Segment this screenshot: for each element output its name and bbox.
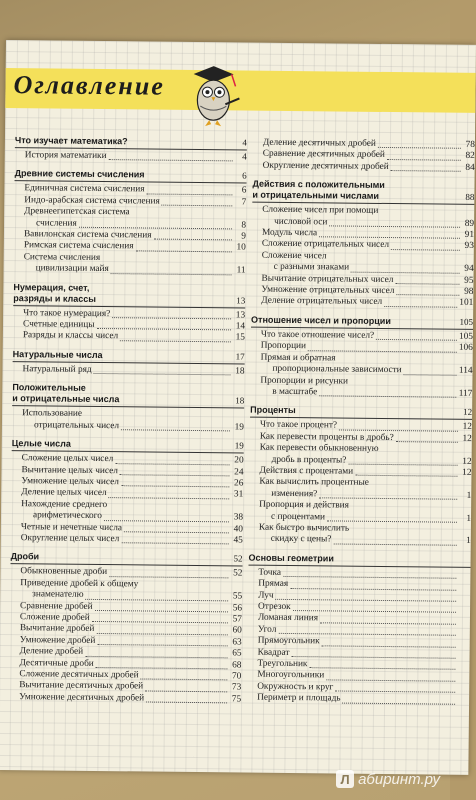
section-heading[interactable]	[251, 314, 473, 329]
toc-entry-page: 93	[464, 241, 474, 252]
dot-leader	[97, 644, 227, 646]
toc-section	[13, 282, 246, 345]
section-heading-line: Положительные	[12, 382, 86, 394]
watermark-text: абиринт.ру	[358, 770, 440, 788]
toc-entry-text: Разряды и классы чисел	[22, 330, 119, 342]
toc-entry-text: Единичная система счисления	[24, 183, 145, 195]
dot-leader	[121, 486, 230, 488]
toc-entry-text: Модуль числа	[261, 227, 318, 239]
toc-entry-text: скидку с цены?	[270, 534, 332, 545]
toc-entry-text: Вычитание десятичных дробей	[19, 680, 144, 692]
section-page-number: 18	[235, 395, 245, 406]
dot-leader	[96, 328, 231, 330]
toc-left-column	[9, 135, 247, 713]
toc-entry-text: Что такое нумерация?	[23, 307, 111, 319]
toc-section	[9, 551, 243, 705]
section-heading-text: Дроби	[10, 551, 40, 562]
toc-entry-text: Умножение дробей	[19, 634, 96, 646]
toc-entry-line: Пропорции и рисунки	[260, 375, 349, 387]
toc-entry-text: Квадрат	[257, 647, 290, 658]
toc-section	[15, 135, 247, 164]
dot-leader	[109, 576, 228, 578]
section-page-number: 19	[234, 440, 244, 451]
toc-entry-page: 56	[232, 602, 243, 614]
section-heading[interactable]	[12, 438, 244, 453]
toc-entry-page: 4	[242, 152, 247, 163]
section-heading[interactable]	[13, 282, 245, 308]
toc-entry[interactable]	[14, 263, 246, 277]
section-heading[interactable]	[249, 552, 471, 567]
toc-entry[interactable]	[247, 693, 469, 707]
toc-entry-page: 73	[231, 682, 242, 693]
toc-entry-page: 65	[232, 648, 242, 659]
toc-entry-page: 12	[462, 433, 472, 444]
toc-entry-text: Ломаная линия	[257, 613, 319, 624]
section-heading-text: Основы геометрии	[248, 552, 334, 564]
toc-entry-page: 117	[458, 388, 473, 399]
dot-leader	[146, 702, 227, 704]
toc-entry-text: Действия с процентами	[259, 465, 354, 477]
toc-entry-line: Древнеегипетская система	[24, 206, 130, 218]
toc-entry-page: 89	[464, 218, 475, 229]
section-heading-text: Натуральные числа	[12, 348, 103, 360]
toc-entry-page: 8	[241, 220, 247, 231]
toc-entry-page: 10	[236, 242, 246, 253]
dot-leader	[343, 702, 456, 704]
toc-entry-page: 38	[233, 512, 244, 523]
toc-entry[interactable]	[15, 150, 247, 164]
toc-entry-text: Сложение десятичных дробей	[19, 669, 139, 681]
dot-leader	[104, 520, 229, 522]
section-heading[interactable]	[13, 349, 245, 364]
toc-section	[12, 349, 244, 378]
toc-entry-text: Округление десятичных дробей	[262, 160, 389, 172]
toc-section	[12, 382, 244, 433]
section-heading-text: Что изучает математика?	[14, 135, 128, 147]
section-heading-line: разряды и классы	[13, 292, 97, 304]
toc-entry-page: 9	[241, 231, 247, 242]
dot-leader	[378, 147, 461, 149]
dot-leader	[395, 283, 459, 285]
dot-leader	[335, 691, 455, 693]
dot-leader	[120, 474, 230, 476]
dot-leader	[109, 497, 230, 499]
toc-section	[14, 169, 247, 278]
toc-entry[interactable]	[13, 331, 245, 345]
toc-entry-page: 52	[233, 568, 243, 579]
toc-entry-line: Приведение дробей к общему	[20, 577, 139, 590]
toc-entry-text: Сложение целых чисел	[21, 453, 114, 465]
toc-entry-text: Сложение отрицательных чисел	[261, 239, 390, 251]
section-page-number: 17	[235, 351, 245, 362]
toc-entry-text: Точка	[258, 567, 282, 578]
toc-entry-line: Прямая и обратная	[260, 352, 336, 364]
toc-section	[250, 314, 473, 400]
dot-leader	[92, 621, 228, 623]
dot-leader	[109, 159, 233, 161]
section-heading-line: и отрицательные числа	[12, 393, 120, 405]
dot-leader	[391, 249, 460, 251]
dot-leader	[115, 463, 229, 465]
toc-entry-text: Сравнение десятичных дробей	[262, 149, 385, 161]
toc-entry-text: Умножение отрицательных чисел	[261, 284, 395, 297]
toc-entry-page: 14	[235, 321, 246, 332]
toc-entry-page: 26	[234, 478, 244, 489]
toc-entry-page: 91	[464, 229, 475, 240]
toc-entry-page: 55	[232, 591, 243, 602]
toc-entry-text: Обыкновенные дроби	[20, 566, 108, 578]
toc-entry-page: 95	[464, 275, 474, 286]
dot-leader	[327, 520, 457, 522]
toc-entry-text: Умножение десятичных дробей	[19, 691, 145, 704]
toc-entry[interactable]	[253, 160, 475, 174]
toc-entry-page: 105	[458, 331, 473, 342]
section-heading[interactable]	[15, 169, 247, 184]
dot-leader	[355, 475, 457, 477]
toc-entry-text: Вычитание целых чисел	[21, 464, 118, 476]
toc-entry-page: 19	[234, 422, 245, 433]
dot-leader	[309, 668, 455, 671]
toc-entry-text: Деление десятичных дробей	[262, 137, 376, 149]
section-page-number: 52	[233, 553, 243, 564]
dot-leader	[96, 633, 227, 635]
dot-leader	[85, 655, 228, 657]
dot-leader	[351, 271, 460, 273]
toc-entry-page: 114	[458, 365, 473, 376]
toc-entry-text: Округление целых чисел	[20, 533, 120, 545]
dot-leader	[147, 193, 233, 195]
toc-entry-page: 45	[233, 535, 243, 546]
toc-entry-page: 75	[231, 694, 242, 705]
toc-entry-text: Пропорции	[260, 340, 307, 352]
section-heading-line: и отрицательными числами	[252, 189, 379, 202]
section-heading-text: Целые числа	[11, 438, 71, 449]
section-heading-line: Нумерация, счет,	[13, 281, 90, 293]
toc-entry-text: Вычитание дробей	[19, 623, 95, 635]
dot-leader	[319, 396, 456, 398]
dot-leader	[329, 225, 460, 227]
dot-leader	[124, 531, 229, 533]
toc-entry-page: 94	[464, 264, 474, 275]
toc-entry-text: Угол	[257, 624, 277, 635]
toc-entry-text: знаменателю	[32, 589, 84, 600]
toc-entry-page: 82	[465, 151, 475, 162]
toc-entry[interactable]	[11, 533, 243, 547]
toc-entry-page: 13	[235, 310, 246, 321]
dot-leader	[145, 690, 227, 692]
toc-entry-page: 57	[232, 614, 242, 625]
toc-entry-text: Римская система счисления	[23, 240, 134, 252]
toc-section	[11, 438, 244, 547]
site-watermark	[336, 770, 440, 788]
toc-entry-page: 1	[466, 490, 472, 501]
toc-section	[251, 179, 474, 310]
toc-entry-line: Как перевести обыкновенную	[259, 442, 379, 455]
dot-leader	[120, 340, 231, 342]
toc-entry-line: Система счисления	[23, 252, 101, 263]
toc-entry-text: числовой оси	[274, 216, 328, 228]
toc-entry-text: Сложение дробей	[19, 612, 90, 623]
dot-leader	[326, 679, 455, 681]
section-heading[interactable]	[12, 382, 244, 408]
toc-entry-text: Натуральный ряд	[22, 364, 92, 375]
toc-entry-text: Что такое процент?	[259, 419, 338, 431]
dot-leader	[95, 610, 228, 612]
toc-entry[interactable]	[12, 420, 244, 434]
toc-entry-line: Пропорция и действия	[259, 499, 349, 511]
section-heading-text: Отношение чисел и пропорции	[251, 314, 391, 326]
toc-entry-text: Вычитание отрицательных чисел	[261, 273, 394, 285]
toc-entry-page: 84	[465, 162, 475, 173]
dot-leader	[154, 239, 232, 241]
toc-entry-text: Многоугольники	[257, 670, 325, 681]
toc-entry-text: Четные и нечетные числа	[20, 521, 123, 533]
toc-entry-text: История математики	[24, 150, 107, 162]
toc-right-column	[247, 138, 475, 714]
toc-entry-page: 98	[464, 286, 474, 297]
section-page-number: 105	[459, 316, 474, 327]
section-heading-text	[252, 179, 385, 202]
dot-leader	[396, 295, 459, 297]
toc-entry-page: 12	[462, 467, 472, 478]
toc-entry[interactable]	[9, 692, 241, 706]
section-page-number: 6	[242, 170, 247, 181]
toc-entry-page: 6	[241, 185, 247, 196]
toc-entry-text: с процентами	[270, 511, 326, 522]
toc-entry[interactable]	[12, 364, 244, 378]
toc-entry-text: арифметического	[32, 510, 102, 522]
toc-section	[249, 405, 472, 548]
toc-entry-text: Вавилонская система счисления	[23, 229, 152, 241]
dot-leader	[319, 237, 460, 239]
toc-entry-text: Деление целых чисел	[21, 487, 107, 499]
toc-entry-page: 12	[462, 456, 472, 467]
toc-entry-text: Счетные единицы	[22, 319, 95, 331]
toc-entry-text: изменения?	[271, 488, 318, 500]
dot-leader	[96, 667, 228, 669]
toc-entry-page: 1	[466, 513, 472, 524]
section-heading[interactable]	[11, 551, 243, 566]
toc-entry-page: 7	[241, 197, 247, 208]
toc-entry-text: Деление дробей	[19, 646, 84, 658]
dot-leader	[141, 679, 228, 681]
owl-mascot-icon	[185, 62, 242, 133]
section-heading-text: Проценты	[250, 404, 296, 416]
section-heading-line: Действия с положительными	[252, 178, 385, 191]
section-page-number: 13	[236, 295, 246, 306]
toc-entry-text: Окружность и круг	[257, 681, 334, 693]
toc-entry-text: Что такое отношение чисел?	[260, 329, 375, 341]
toc-entry-text: Сравнение дробей	[20, 600, 93, 612]
toc-entry[interactable]	[250, 386, 472, 400]
dot-leader	[404, 374, 457, 376]
watermark-badge: Л	[336, 770, 354, 788]
section-heading-text	[13, 282, 96, 305]
toc-entry-line: Нахождение среднего	[21, 498, 108, 510]
section-page-number: 88	[465, 192, 475, 203]
toc-entry-text: Прямоугольник	[257, 635, 320, 647]
dot-leader	[86, 598, 229, 600]
toc-entry-page: 63	[232, 637, 242, 648]
toc-entry-text: Периметр и площадь	[257, 692, 341, 704]
toc-entry-text: Десятичные дроби	[19, 657, 94, 669]
toc-section	[253, 138, 475, 175]
section-heading[interactable]	[252, 179, 474, 205]
toc-entry-page: 18	[235, 366, 245, 377]
dot-leader	[396, 441, 458, 443]
toc-section	[247, 552, 471, 706]
toc-entry-text: Индо-арабская система счисления	[24, 195, 160, 207]
toc-entry-page: 15	[235, 332, 245, 343]
dot-leader	[135, 250, 231, 252]
toc-entry-page: 24	[234, 466, 244, 478]
toc-entry-text: Умножение целых чисел	[21, 476, 119, 488]
dot-leader	[384, 306, 457, 308]
toc-entry-page: 106	[458, 343, 473, 354]
dot-leader	[308, 350, 457, 353]
dot-leader	[322, 645, 456, 647]
toc-entry-text: Прямая	[258, 578, 289, 590]
toc-entry-text: дробь в проценты?	[271, 454, 347, 466]
section-page-number: 12	[463, 407, 473, 418]
toc-entry-line: Сложение чисел	[261, 250, 327, 262]
toc-entry[interactable]	[249, 534, 471, 548]
toc-entry-line: Как быстро вычислить	[258, 522, 350, 534]
toc-entry-page: 20	[234, 455, 244, 466]
dot-leader	[121, 429, 230, 431]
dot-leader	[348, 464, 457, 466]
toc-entry-page: 78	[465, 139, 475, 150]
toc-entry-text: цивилизации майя	[35, 263, 109, 275]
toc-entry-page: 70	[231, 671, 242, 682]
dot-leader	[94, 373, 231, 375]
toc-entry-page: 11	[236, 265, 246, 276]
section-heading[interactable]	[15, 135, 247, 150]
toc-entry-line: Использование	[22, 408, 83, 420]
dot-leader	[112, 317, 231, 319]
toc-entry-text: Треугольник	[257, 658, 308, 670]
dot-leader	[387, 159, 461, 161]
toc-entry-page: 40	[233, 523, 243, 535]
dot-leader	[79, 227, 232, 230]
toc-entry-text: Как перевести проценты в дробь?	[259, 431, 394, 443]
toc-entry-page: 12	[462, 422, 473, 433]
toc-entry-line: Сложение чисел при помощи	[262, 204, 379, 217]
toc-entry-page: 1	[466, 536, 471, 547]
toc-entry-page: 60	[232, 625, 242, 636]
toc-entry-page: 101	[459, 298, 474, 309]
toc-entry-text: счисления	[36, 217, 77, 229]
toc-entry-text: с разными знаками	[273, 262, 350, 273]
dot-leader	[111, 273, 232, 275]
toc-entry-text: пропорциональные зависимости	[272, 363, 402, 376]
dot-leader	[320, 622, 456, 624]
toc-entry-text: в масштабе	[272, 386, 318, 398]
section-page-number: 4	[242, 137, 247, 148]
section-heading[interactable]	[250, 405, 472, 420]
dot-leader	[376, 339, 457, 341]
toc-entry-line: Как вычислить процентные	[259, 477, 369, 489]
toc-entry-page: 68	[232, 659, 242, 671]
section-heading-text: Древние системы счисления	[14, 168, 145, 180]
toc-entry-text: Луч	[258, 590, 274, 601]
toc-entry[interactable]	[251, 296, 473, 310]
dot-leader	[333, 543, 456, 545]
toc-entry-text: отрицательных чисел	[33, 420, 120, 431]
toc-entry-text: Отрезок	[258, 601, 291, 613]
dot-leader	[121, 543, 228, 545]
section-heading-text	[12, 382, 119, 405]
toc-entry-text: Деление отрицательных чисел	[261, 296, 383, 308]
dot-leader	[391, 170, 461, 172]
dot-leader	[162, 205, 233, 207]
dot-leader	[339, 429, 458, 431]
page-title: Оглавление	[13, 70, 165, 101]
book-page	[0, 40, 476, 775]
toc-entry-page: 31	[233, 489, 244, 500]
